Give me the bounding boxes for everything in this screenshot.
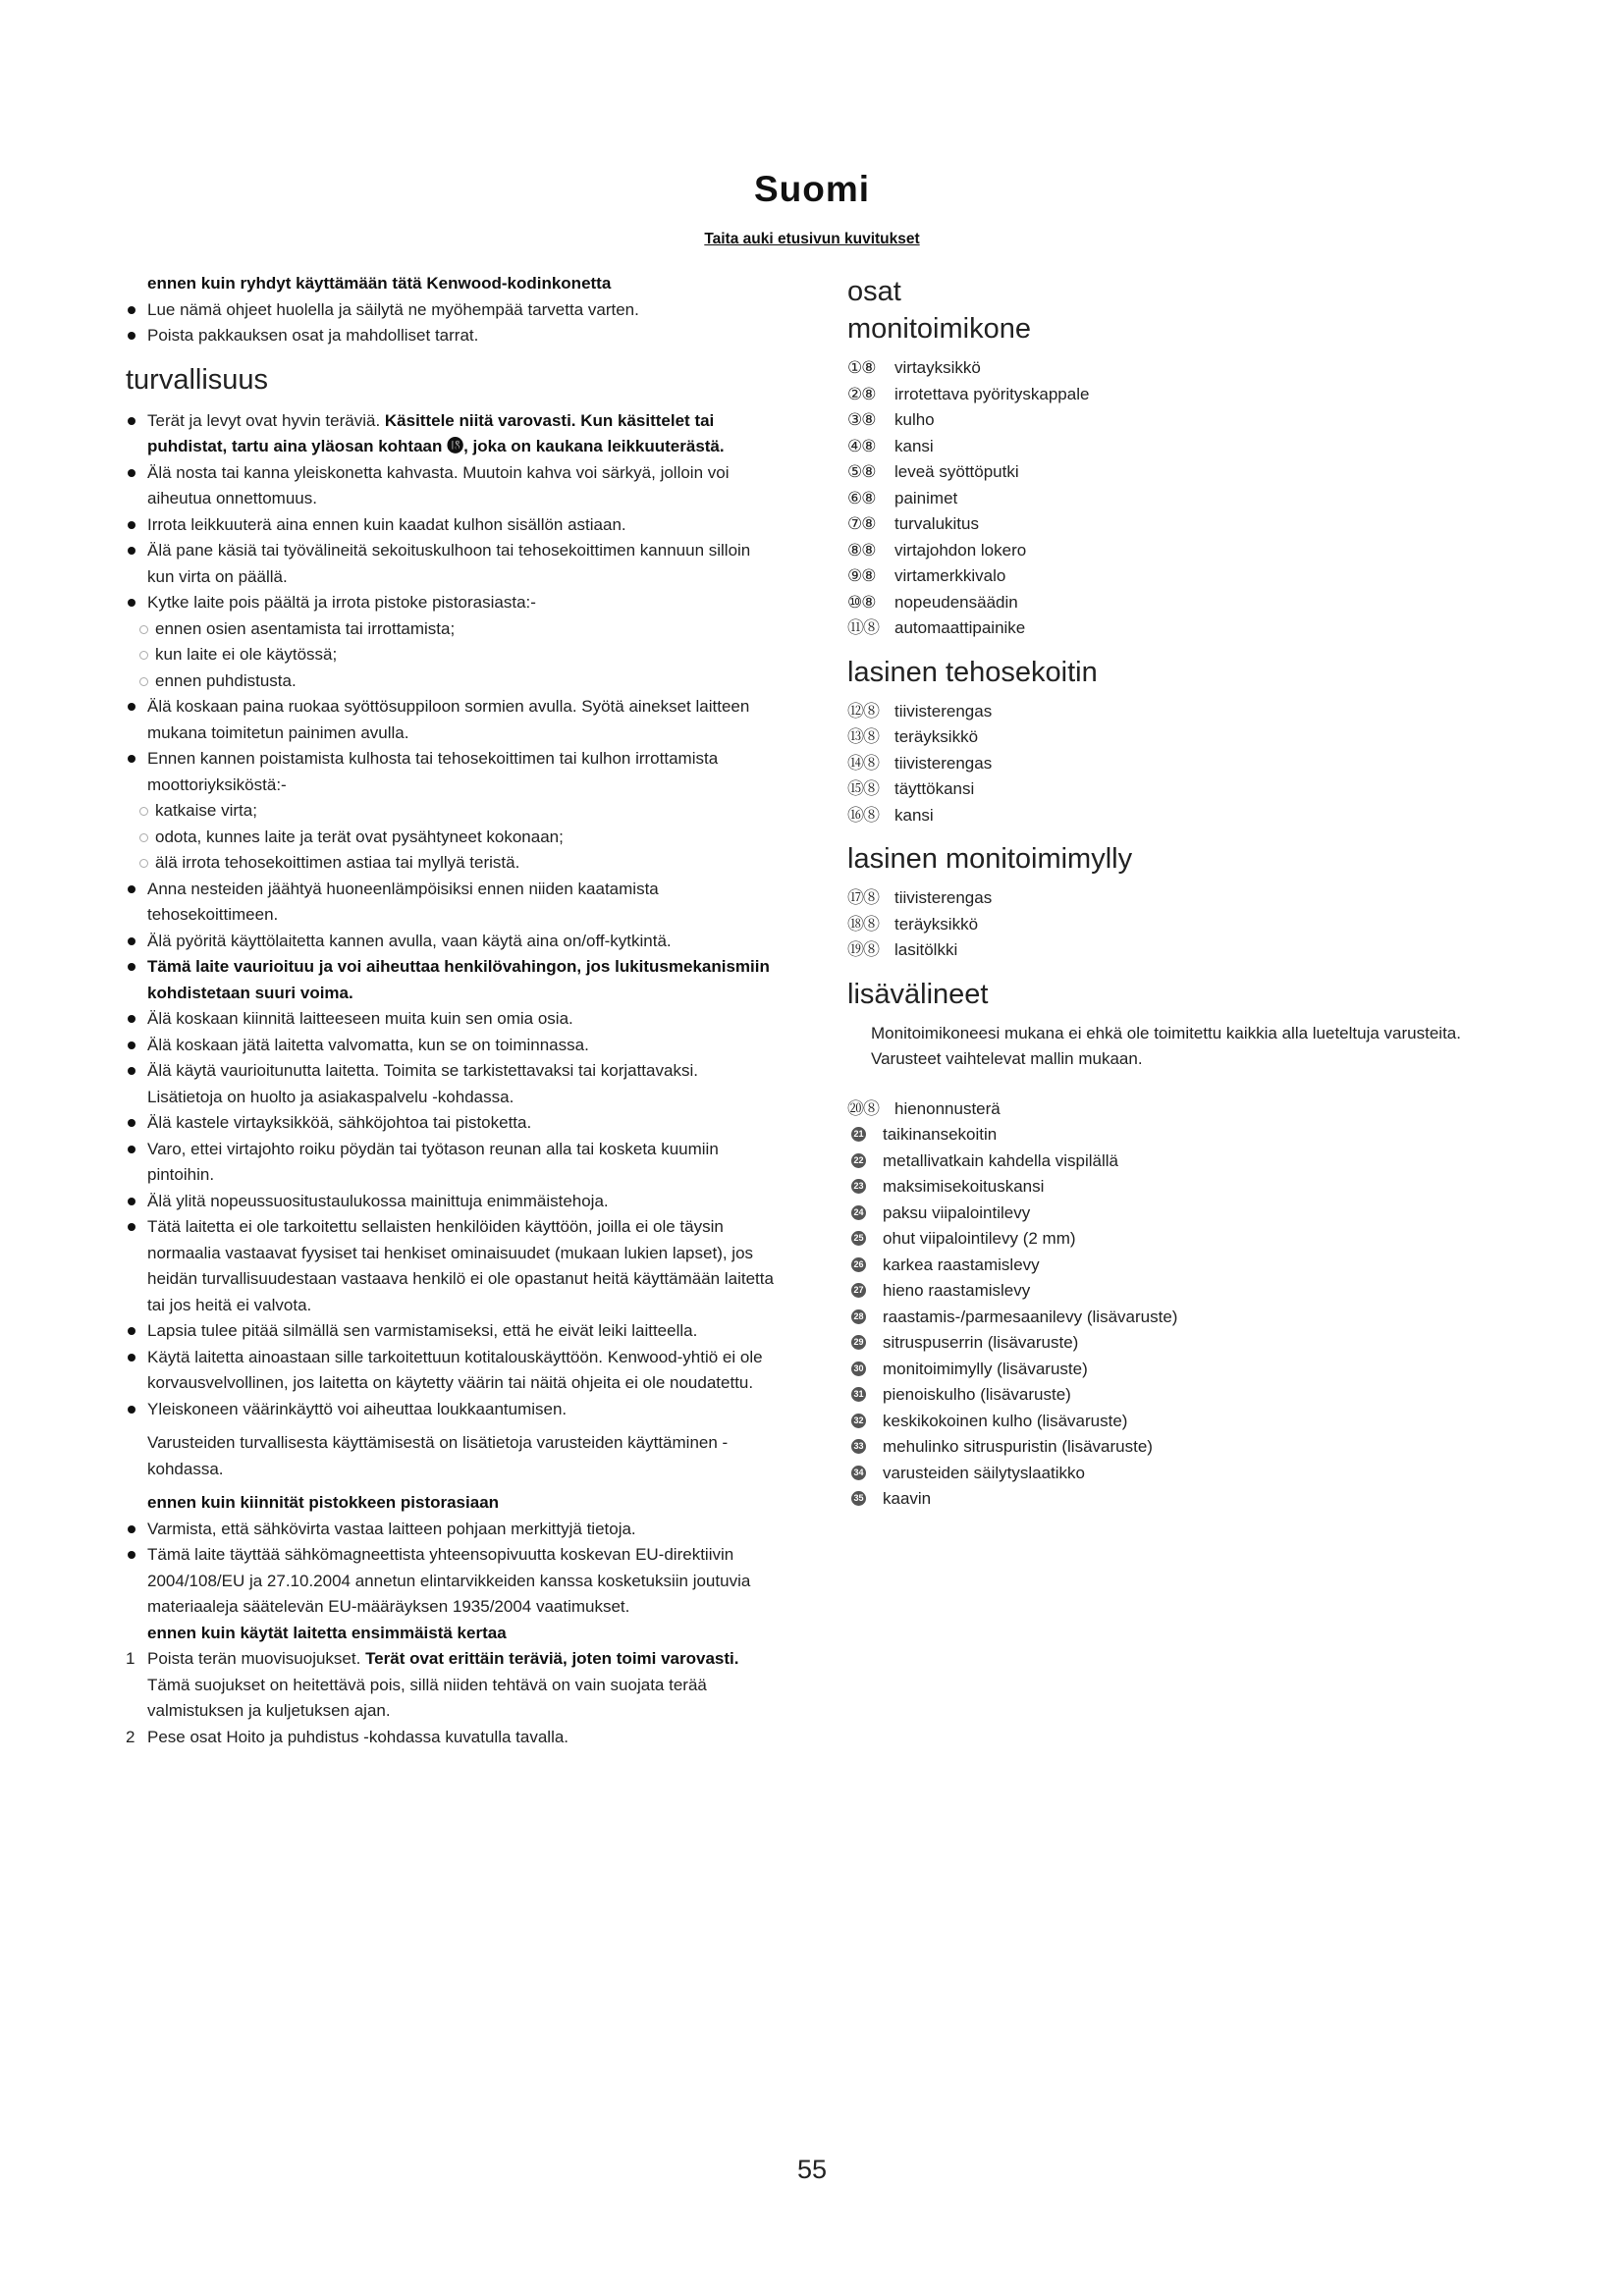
accessory-number-icon: 34 bbox=[851, 1466, 866, 1480]
part-number-icon: ⑨⑧ bbox=[847, 566, 876, 585]
accessory-item bbox=[847, 1148, 1515, 1175]
part-number-icon: ⑩⑧ bbox=[847, 592, 876, 612]
list-item: Älä koskaan paina ruokaa syöttösuppiloon sormien avulla. Syötä ainekset laitteen mukana toimitetun painimen avulla. bbox=[126, 694, 774, 746]
part-label: leveä syöttöputki bbox=[894, 462, 1019, 481]
bullet-icon bbox=[128, 1041, 135, 1049]
accessory-label: keskikokoinen kulho (lisävaruste) bbox=[883, 1411, 1128, 1430]
part-item bbox=[847, 355, 1515, 382]
blender-parts-list bbox=[847, 699, 1515, 829]
accessory-label: paksu viipalointilevy bbox=[883, 1202, 1031, 1222]
part-number-icon: ⑯⑧ bbox=[847, 805, 879, 825]
part-number-icon: ⑪⑧ bbox=[847, 618, 879, 637]
accessory-item bbox=[847, 1201, 1515, 1227]
accessory-item bbox=[847, 1122, 1515, 1148]
accessory-label: ohut viipalointilevy (2 mm) bbox=[883, 1229, 1076, 1248]
part-item bbox=[847, 699, 1515, 725]
numbered-step: 1 Poista terän muovisuojukset. Terät ovat erittäin teräviä, joten toimi varovasti. Tämä suojukset on heitettävä pois, sillä niiden tehtävä on vain suojata terää valmistuksen ja kuljetuksen ajan. bbox=[126, 1649, 739, 1720]
list-item: Yleiskoneen väärinkäyttö voi aiheuttaa loukkaantumisen. bbox=[126, 1397, 774, 1423]
mill-heading: lasinen monitoimimylly bbox=[847, 843, 1133, 875]
bullet-icon bbox=[128, 1146, 135, 1153]
sub-item: ennen osien asentamista tai irrottamista; bbox=[126, 616, 774, 643]
page-number: 55 bbox=[796, 2155, 828, 2184]
sub-item: ennen puhdistusta. bbox=[126, 668, 774, 695]
first-use-heading: ennen kuin käytät laitetta ensimmäistä kertaa bbox=[147, 1623, 507, 1642]
sub-item: älä irrota tehosekoittimen astiaa tai myllyä teristä. bbox=[126, 850, 774, 877]
circle-bullet-icon bbox=[139, 677, 148, 686]
list-item: Älä käytä vaurioitunutta laitetta. Toimita se tarkistettavaksi tai korjattavaksi. Lisätietoja on huolto ja asiakaspalvelu -kohdassa. bbox=[126, 1058, 774, 1110]
part-item bbox=[847, 615, 1515, 642]
accessories-list bbox=[847, 1096, 1515, 1513]
accessory-label: metallivatkain kahdella vispilällä bbox=[883, 1150, 1119, 1170]
accessory-item bbox=[847, 1305, 1515, 1331]
circle-bullet-icon bbox=[139, 859, 148, 868]
accessory-item bbox=[847, 1357, 1515, 1383]
part-number-icon: ⑥⑧ bbox=[847, 488, 876, 507]
accessory-item bbox=[847, 1461, 1515, 1487]
accessory-item bbox=[847, 1434, 1515, 1461]
accessory-label: sitruspuserrin (lisävaruste) bbox=[883, 1333, 1079, 1352]
bullet-icon bbox=[128, 469, 135, 477]
list-item: Anna nesteiden jäähtyä huoneenlämpöisiksi ennen niiden kaatamista tehosekoittimeen. bbox=[126, 877, 774, 929]
accessory-label: karkea raastamislevy bbox=[883, 1255, 1040, 1274]
accessory-number-icon: 24 bbox=[851, 1205, 866, 1220]
sub-item: odota, kunnes laite ja terät ovat pysähtyneet kokonaan; bbox=[126, 825, 774, 851]
accessory-number-icon: 21 bbox=[851, 1127, 866, 1142]
part-number-icon: ⑰⑧ bbox=[847, 888, 879, 907]
part-label: lasitölkki bbox=[894, 940, 958, 959]
circle-bullet-icon bbox=[139, 833, 148, 842]
part-number-icon: ⑲⑧ bbox=[847, 940, 879, 959]
list-item: Älä koskaan kiinnitä laitteeseen muita kuin sen omia osia. bbox=[126, 1006, 774, 1033]
part-label: tiivisterengas bbox=[894, 888, 993, 907]
processor-parts-list bbox=[847, 355, 1515, 642]
bullet-icon bbox=[128, 521, 135, 529]
part-number-icon: ④⑧ bbox=[847, 436, 876, 455]
list-item: Tämä laite vaurioituu ja voi aiheuttaa henkilövahingon, jos lukitusmekanismiin kohdistetaan suuri voima. bbox=[126, 954, 774, 1006]
accessory-number-icon: 27 bbox=[851, 1283, 866, 1298]
list-item: Tämä laite täyttää sähkömagneettista yhteensopivuutta koskevan EU-direktiivin 2004/108/EU ja 27.10.2004 annetun elintarvikkeiden kanssa kosketuksiin joutuvia materiaaleja säätelevän EU-määräyksen 1935/2004 vaatimukset. bbox=[126, 1542, 774, 1621]
bullet-icon bbox=[128, 1067, 135, 1075]
part-item bbox=[847, 724, 1515, 751]
right-column bbox=[847, 271, 1515, 1513]
accessory-number-icon: 25 bbox=[851, 1231, 866, 1246]
list-item: Älä kastele virtayksikköä, sähköjohtoa tai pistoketta. bbox=[126, 1110, 774, 1137]
accessory-label: hienonnusterä bbox=[894, 1098, 1001, 1118]
list-item: Terät ja levyt ovat hyvin teräviä. Käsittele niitä varovasti. Kun käsittelet tai puhdistat, tartu aina yläosan kohtaan ⓲, joka on kaukana leikkuuterästä. bbox=[126, 408, 774, 460]
bullet-icon bbox=[128, 1223, 135, 1231]
part-label: kulho bbox=[894, 410, 935, 429]
bullet-icon bbox=[128, 599, 135, 607]
part-label: virtayksikkö bbox=[894, 358, 981, 377]
part-item bbox=[847, 563, 1515, 590]
accessory-number-icon: 28 bbox=[851, 1309, 866, 1324]
part-label: tiivisterengas bbox=[894, 753, 993, 773]
parts-heading: osat bbox=[847, 276, 901, 307]
part-item bbox=[847, 459, 1515, 486]
bullet-icon bbox=[128, 1015, 135, 1023]
accessory-number-icon: 33 bbox=[851, 1439, 866, 1454]
accessory-number-icon: 32 bbox=[851, 1414, 866, 1428]
circle-bullet-icon bbox=[139, 625, 148, 634]
part-item bbox=[847, 382, 1515, 408]
part-number-icon: ③⑧ bbox=[847, 410, 876, 429]
part-number-icon: ①⑧ bbox=[847, 358, 876, 377]
list-item: Varo, ettei virtajohto roiku pöydän tai työtason reunan alla tai kosketa kuumiin pintoihin. bbox=[126, 1137, 774, 1189]
part-label: teräyksikkö bbox=[894, 914, 979, 934]
bullet-icon bbox=[128, 417, 135, 425]
part-label: irrotettava pyörityskappale bbox=[894, 384, 1090, 403]
numbered-step: 2 Pese osat Hoito ja puhdistus -kohdassa kuvatulla tavalla. bbox=[126, 1727, 569, 1746]
bullet-icon bbox=[128, 937, 135, 945]
bullet-icon bbox=[128, 332, 135, 340]
circle-bullet-icon bbox=[139, 807, 148, 816]
accessory-item bbox=[847, 1096, 1515, 1123]
page-title: Suomi bbox=[753, 169, 871, 209]
accessory-label: taikinansekoitin bbox=[883, 1125, 998, 1144]
list-item: Älä pyöritä käyttölaitetta kannen avulla, vaan käytä aina on/off-kytkintä. bbox=[126, 929, 774, 955]
bullet-icon bbox=[128, 1119, 135, 1127]
mill-parts-list bbox=[847, 885, 1515, 964]
accessory-number-icon: 23 bbox=[851, 1179, 866, 1194]
bullet-icon bbox=[128, 1327, 135, 1335]
plug-heading: ennen kuin kiinnität pistokkeen pistorasiaan bbox=[147, 1493, 500, 1512]
bullet-icon bbox=[128, 1525, 135, 1533]
accessory-label: pienoiskulho (lisävaruste) bbox=[883, 1385, 1071, 1404]
part-label: kansi bbox=[894, 436, 934, 455]
part-number-icon: ⑮⑧ bbox=[847, 779, 879, 798]
bullet-icon bbox=[128, 547, 135, 555]
accessory-item bbox=[847, 1486, 1515, 1513]
bullet-icon bbox=[128, 1551, 135, 1559]
accessory-item bbox=[847, 1226, 1515, 1253]
list-item: Kytke laite pois päältä ja irrota pistoke pistorasiasta:- bbox=[126, 590, 774, 616]
part-item bbox=[847, 937, 1515, 964]
accessory-number-icon: 26 bbox=[851, 1257, 866, 1272]
before-use-heading: ennen kuin ryhdyt käyttämään tätä Kenwood-kodinkonetta bbox=[147, 274, 612, 293]
part-item bbox=[847, 776, 1515, 803]
bullet-icon bbox=[128, 755, 135, 763]
accessory-label: maksimisekoituskansi bbox=[883, 1177, 1045, 1196]
part-label: turvalukitus bbox=[894, 514, 979, 533]
part-item bbox=[847, 434, 1515, 460]
list-item: Lue nämä ohjeet huolella ja säilytä ne myöhempää tarvetta varten. bbox=[126, 297, 774, 324]
part-label: virtamerkkivalo bbox=[894, 566, 1006, 585]
part-number-icon: ⑭⑧ bbox=[847, 753, 879, 773]
part-number-icon: ⑧⑧ bbox=[847, 540, 876, 560]
accessory-label: raastamis-/parmesaanilevy (lisävaruste) bbox=[883, 1307, 1178, 1326]
part-number-icon: ⑫⑧ bbox=[847, 701, 879, 721]
bullet-icon bbox=[128, 1354, 135, 1362]
safety-note: Varusteiden turvallisesta käyttämisestä on lisätietoja varusteiden käyttäminen -kohdassa. bbox=[147, 1433, 729, 1478]
part-item bbox=[847, 590, 1515, 616]
accessory-item bbox=[847, 1382, 1515, 1409]
part-label: automaattipainike bbox=[894, 618, 1026, 637]
bullet-icon bbox=[128, 885, 135, 893]
bullet-icon bbox=[128, 963, 135, 971]
accessory-label: hieno raastamislevy bbox=[883, 1281, 1031, 1300]
accessories-heading: lisävälineet bbox=[847, 978, 989, 1010]
bullet-icon bbox=[128, 306, 135, 314]
accessory-item bbox=[847, 1330, 1515, 1357]
part-item bbox=[847, 486, 1515, 512]
bullet-icon bbox=[128, 703, 135, 711]
part-item bbox=[847, 511, 1515, 538]
accessory-item bbox=[847, 1253, 1515, 1279]
list-item: Tätä laitetta ei ole tarkoitettu sellaisten henkilöiden käyttöön, joilla ei ole täysin normaalia vastaavat fyysiset tai henkiset ominaisuudet (mukaan lukien lapset), jos heidän turvallisuudestaan vastaava henkilö ei ole opastanut heitä käyttämään laitetta tai jos heitä ei valvota. bbox=[126, 1214, 774, 1318]
part-label: virtajohdon lokero bbox=[894, 540, 1027, 560]
accessory-number-icon: 35 bbox=[851, 1491, 866, 1506]
part-label: täyttökansi bbox=[894, 779, 975, 798]
part-number-icon: ②⑧ bbox=[847, 384, 876, 403]
accessory-number-icon: 29 bbox=[851, 1335, 866, 1350]
fold-note: Taita auki etusivun kuvitukset bbox=[704, 231, 920, 247]
list-item: Käytä laitetta ainoastaan sille tarkoitettuun kotitalouskäyttöön. Kenwood-yhtiö ei ole korvausvelvollinen, jos laitetta on käytetty väärin tai näitä ohjeita ei ole noudatettu. bbox=[126, 1345, 774, 1397]
bullet-icon bbox=[128, 1406, 135, 1414]
accessory-item bbox=[847, 1174, 1515, 1201]
part-item bbox=[847, 407, 1515, 434]
safety-heading: turvallisuus bbox=[126, 363, 269, 396]
part-item bbox=[847, 751, 1515, 777]
part-label: kansi bbox=[894, 805, 934, 825]
list-item: Älä nosta tai kanna yleiskonetta kahvasta. Muutoin kahva voi särkyä, jolloin voi aiheutua onnettomuus. bbox=[126, 460, 774, 512]
list-item: Älä ylitä nopeussuositustaulukossa mainittuja enimmäistehoja. bbox=[126, 1189, 774, 1215]
sub-item: katkaise virta; bbox=[126, 798, 774, 825]
sub-item: kun laite ei ole käytössä; bbox=[126, 642, 774, 668]
accessory-number-icon: 30 bbox=[851, 1362, 866, 1376]
left-column bbox=[126, 271, 774, 1750]
accessories-intro: Monitoimikoneesi mukana ei ehkä ole toimitettu kaikkia alla lueteltuja varusteita. Varusteet vaihtelevat mallin mukaan. bbox=[871, 1023, 1461, 1068]
bullet-icon bbox=[128, 1198, 135, 1205]
part-number-icon: ⑱⑧ bbox=[847, 914, 879, 934]
part-label: tiivisterengas bbox=[894, 701, 993, 721]
accessory-label: mehulinko sitruspuristin (lisävaruste) bbox=[883, 1437, 1153, 1456]
accessory-number-icon: 22 bbox=[851, 1153, 866, 1168]
list-item: Irrota leikkuuterä aina ennen kuin kaadat kulhon sisällön astiaan. bbox=[126, 512, 774, 539]
accessory-label: varusteiden säilytyslaatikko bbox=[883, 1463, 1085, 1482]
list-item: Älä koskaan jätä laitetta valvomatta, kun se on toiminnassa. bbox=[126, 1033, 774, 1059]
list-item: Poista pakkauksen osat ja mahdolliset tarrat. bbox=[126, 323, 774, 349]
part-number-icon: ⑬⑧ bbox=[847, 727, 879, 746]
accessory-item bbox=[847, 1409, 1515, 1435]
part-number-icon: ⑤⑧ bbox=[847, 462, 876, 481]
part-item bbox=[847, 803, 1515, 829]
list-item: Lapsia tulee pitää silmällä sen varmistamiseksi, että he eivät leiki laitteella. bbox=[126, 1318, 774, 1345]
accessory-number-icon: ⑳⑧ bbox=[847, 1098, 879, 1118]
accessory-number-icon: 31 bbox=[851, 1387, 866, 1402]
part-label: painimet bbox=[894, 488, 958, 507]
circle-bullet-icon bbox=[139, 651, 148, 660]
part-item bbox=[847, 912, 1515, 938]
accessory-label: monitoimimylly (lisävaruste) bbox=[883, 1359, 1088, 1378]
processor-heading: monitoimikone bbox=[847, 313, 1031, 345]
list-item: Älä pane käsiä tai työvälineitä sekoituskulhoon tai tehosekoittimen kannuun silloin kun virta on päällä. bbox=[126, 538, 774, 590]
part-number-icon: ⑦⑧ bbox=[847, 514, 876, 533]
accessory-item bbox=[847, 1278, 1515, 1305]
part-item bbox=[847, 885, 1515, 912]
part-label: nopeudensäädin bbox=[894, 592, 1018, 612]
list-item: Varmista, että sähkövirta vastaa laitteen pohjaan merkittyjä tietoja. bbox=[126, 1517, 774, 1543]
part-label: teräyksikkö bbox=[894, 727, 979, 746]
part-item bbox=[847, 538, 1515, 564]
blender-heading: lasinen tehosekoitin bbox=[847, 656, 1098, 688]
list-item: Ennen kannen poistamista kulhosta tai tehosekoittimen tai kulhon irrottamista moottoriyksiköstä:- bbox=[126, 746, 774, 798]
accessory-label: kaavin bbox=[883, 1489, 932, 1508]
